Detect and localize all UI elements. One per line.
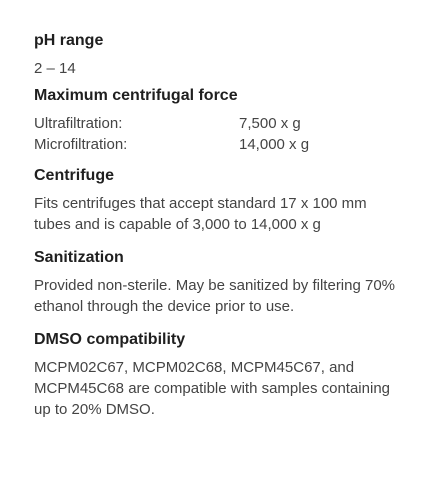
sanitization-text: Provided non-sterile. May be sanitized by filtering 70% ethanol through the device prior to use. — [34, 277, 396, 315]
ph-range-heading: pH range — [34, 32, 104, 49]
max-centrifugal-force-section — [34, 87, 406, 155]
centrifuge-section — [34, 167, 406, 235]
dmso-compatibility-text: MCPM02C67, MCPM02C68, MCPM45C67, and MCPM45C68 are compatible with samples containing up to 20% DMSO. — [34, 359, 391, 418]
force-value-ultrafiltration: 7,500 x g — [239, 115, 301, 132]
force-label-ultrafiltration: Ultrafiltration: — [34, 115, 123, 132]
force-label-microfiltration: Microfiltration: — [34, 136, 128, 153]
ph-range-section — [34, 32, 406, 79]
sanitization-section — [34, 249, 406, 317]
force-value-microfiltration: 14,000 x g — [239, 136, 310, 153]
dmso-compatibility-heading: DMSO compatibility — [34, 331, 186, 348]
force-row-microfiltration — [34, 134, 406, 155]
centrifuge-heading: Centrifuge — [34, 167, 114, 184]
centrifugal-force-table — [34, 113, 406, 155]
force-row-ultrafiltration — [34, 113, 406, 134]
dmso-compatibility-section — [34, 331, 406, 420]
ph-range-value: 2 – 14 — [34, 60, 76, 77]
centrifuge-text: Fits centrifuges that accept standard 17 x 100 mm tubes and is capable of 3,000 to 14,000 x g — [34, 195, 367, 233]
sanitization-heading: Sanitization — [34, 249, 124, 266]
max-centrifugal-force-heading: Maximum centrifugal force — [34, 87, 238, 104]
